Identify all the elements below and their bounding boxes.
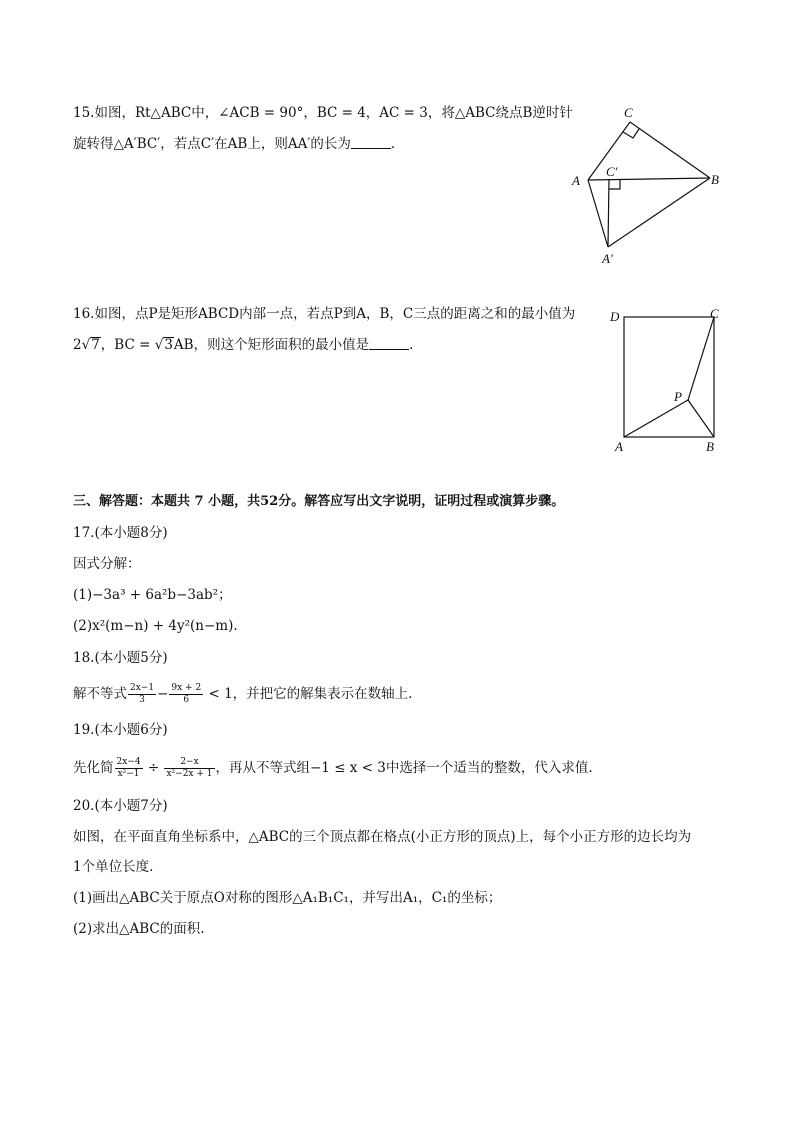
- q19-f2-den: x²−2x + 1: [166, 769, 213, 779]
- q20-part2: (2)求出△ABC的面积.: [73, 921, 205, 937]
- q15-label-Cp: C′: [606, 164, 618, 179]
- q15-seg-ApCp: [608, 179, 609, 247]
- q17-intro: 因式分解：: [73, 556, 141, 572]
- q15-label-B: B: [711, 172, 719, 187]
- q16-sqrt-sign-2: √: [154, 337, 164, 353]
- q18-header: 18.(本小题5分): [73, 650, 168, 666]
- q16-label-P: P: [674, 389, 682, 404]
- q15-line2-text: 旋转得△A′BC′，若点C′在AB上，则AA′的长为: [73, 136, 351, 152]
- q18-f1-num: 2x−1: [130, 683, 155, 693]
- q17-header: 17.(本小题8分): [73, 525, 168, 541]
- q18-fraction-1: [128, 683, 156, 706]
- q18-f2-den: 6: [183, 695, 190, 705]
- q19-header: 19.(本小题6分): [73, 722, 168, 738]
- q16-sqrt-sign-1: √: [81, 337, 91, 353]
- q19-body: [73, 757, 593, 780]
- q16-seg-PC: [688, 317, 714, 400]
- q16-coef: 2: [73, 337, 82, 353]
- q18-body: [73, 683, 412, 706]
- q15-label-C: C: [624, 105, 633, 120]
- q16-label-D: D: [610, 309, 620, 324]
- q15-seg-AAp: [588, 180, 608, 247]
- q16-text-bc: ，BC =: [100, 337, 155, 353]
- q15-seg-ApB: [608, 178, 710, 247]
- q19-f2-num: 2−x: [164, 757, 214, 769]
- q15-label-Ap: A′: [602, 251, 613, 266]
- q16-answer-blank[interactable]: [369, 335, 409, 350]
- q19-pre: 先化简: [73, 760, 114, 776]
- q15-seg-CB: [630, 122, 710, 178]
- q18-fraction-2: [169, 683, 203, 706]
- q20-part1: (1)画出△ABC关于原点O对称的图形△A₁B₁C₁，并写出A₁，C₁的坐标；: [73, 890, 502, 906]
- q16-label-C: C: [710, 306, 719, 321]
- q18-f2-num: 9x + 2: [171, 683, 202, 693]
- q15-line2: [73, 134, 395, 154]
- q15-label-A: A: [572, 173, 580, 188]
- q15-right-angle-C: [623, 129, 639, 138]
- q16-label-B: B: [706, 439, 714, 454]
- q16-text-rest: AB，则这个矩形面积的最小值是: [173, 337, 370, 353]
- q16-rectangle: [624, 317, 714, 437]
- q16-label-A: A: [615, 439, 623, 454]
- q19-fraction-1: [115, 757, 143, 780]
- q20-line2: 1个单位长度.: [73, 859, 154, 875]
- q20-header: 20.(本小题7分): [73, 798, 168, 814]
- q15-figure: [560, 100, 735, 270]
- q16-seg-PB: [688, 400, 714, 437]
- q19-post: ，再从不等式组−1 ≤ x < 3中选择一个适当的整数，代入求值.: [215, 760, 593, 776]
- q16-sqrt-3: 3: [164, 337, 173, 353]
- q15-answer-blank[interactable]: [351, 134, 391, 149]
- section3-heading: 三、解答题：本题共 7 小题，共52分。解答应写出文字说明，证明过程或演算步骤。: [73, 494, 565, 509]
- q18-minus: −: [157, 686, 169, 702]
- q16-line2: [73, 335, 413, 355]
- q15-right-angle-Cp: [609, 179, 620, 189]
- q16-seg-PA: [624, 400, 688, 437]
- q16-sqrt-7: 7: [91, 337, 100, 353]
- q15-line2-end: .: [390, 136, 396, 152]
- q18-f1-den: 3: [139, 695, 145, 705]
- q17-part2: (2)x²(m−n) + 4y²(n−m).: [73, 618, 238, 634]
- q18-post: < 1，并把它的解集表示在数轴上.: [204, 686, 413, 702]
- q15-line1: 15.如图，Rt△ABC中，∠ACB = 90°，BC = 4，AC = 3，将△ABC绕点B逆时针: [73, 105, 573, 121]
- q19-div: ÷: [143, 760, 164, 776]
- q20-line1: 如图，在平面直角坐标系中，△ABC的三个顶点都在格点(小正方形的顶点)上，每个小正方形的边长均为: [73, 829, 692, 845]
- q19-f1-num: 2x−4: [116, 757, 141, 767]
- q18-pre: 解不等式: [73, 686, 127, 702]
- q19-f1-den: x²−1: [117, 769, 140, 779]
- q17-part1: (1)−3a³ + 6a²b−3ab²；: [73, 587, 232, 603]
- q16-figure: [600, 305, 730, 460]
- q19-fraction-2: [164, 757, 214, 780]
- q16-line2-end: .: [409, 337, 414, 353]
- q16-line1: 16.如图，点P是矩形ABCD内部一点，若点P到A，B，C三点的距离之和的最小值为: [73, 306, 576, 322]
